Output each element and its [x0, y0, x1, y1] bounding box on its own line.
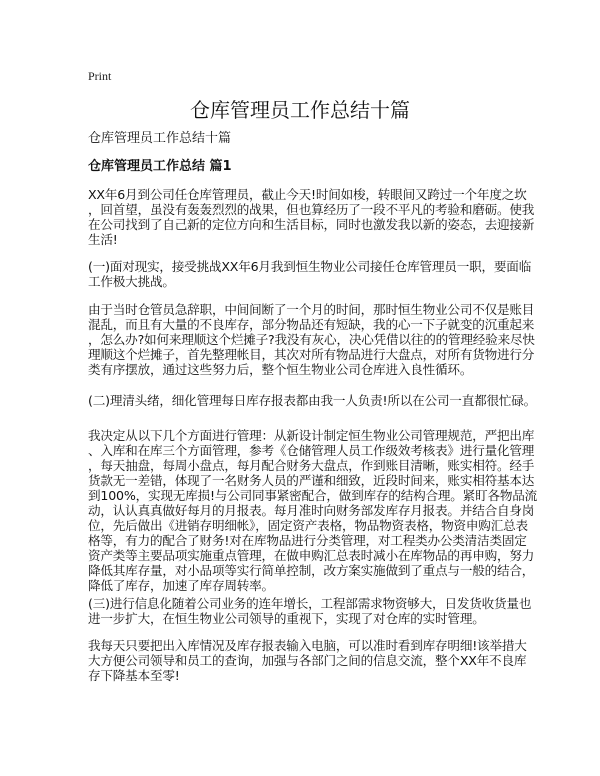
paragraph-line: (三)进行信息化随着公司业务的连年增长，工程部需求物资够大，日发货收货量也	[88, 596, 532, 611]
paragraph-line: 、入库和在库三个方面管理，参考《仓储管理人员工作级效考核表》进行量化管理	[88, 443, 535, 458]
paragraph-line: 生活!	[88, 232, 118, 247]
print-link[interactable]: Print	[88, 69, 112, 83]
paragraph-line: 大方便公司领导和员工的查询，加强与各部门之间的信息交流，整个XX年不良库	[88, 653, 527, 668]
paragraph	[88, 638, 528, 683]
paragraph-line: 工作极大挑战。	[88, 274, 175, 289]
paragraph-line: 由于当时仓管员急辞职，中间间断了一个月的时间，那时恒生物业公司不仅是账目	[88, 302, 535, 317]
paragraph-line: 进一步扩大，在恒生物业公司领导的重视下，实现了对仓库的实时管理。	[88, 611, 485, 626]
paragraph-line: XX年6月到公司任仓库管理员，截止今天!时间如梭，转眼间又跨过一个年度之坎	[88, 187, 527, 202]
paragraph-line: ，怎么办?如何来理顺这个烂摊子?我没有灰心，决心凭借以往的的管理经验来尽快	[88, 332, 535, 347]
paragraph-line: 我每天只要把出入库情况及库存报表输入电脑，可以准时看到库存明细!该举措大	[88, 638, 527, 653]
paragraph	[88, 393, 537, 408]
paragraph-line: 我决定从以下几个方面进行管理：从新设计制定恒生物业公司管理规范，严把出库	[88, 428, 535, 443]
paragraph	[88, 187, 535, 247]
document-subtitle: 仓库管理员工作总结十篇	[88, 131, 232, 146]
paragraph-line: 在公司找到了自己新的定位方向和生活目标，同时也激发我以新的姿态，去迎接新	[88, 217, 535, 232]
paragraph-line: ，回首望，虽没有轰轰烈烈的战果，但也算经历了一段不平凡的考验和磨砺。使我	[88, 202, 535, 217]
paragraph-line: 降低其库存量，对小品项等实行简单控制，改方案实施做到了重点与一般的结合，	[88, 563, 535, 578]
paragraph-line: 位，先后做出《进销存明细帐》，固定资产表格，物品物资表格，物资申购汇总表	[88, 518, 528, 533]
paragraph-line: 降低了库存，加速了库存周转率。	[88, 578, 274, 593]
paragraph-line: 混乱，而且有大量的不良库存，部分物品还有短缺，我的心一下子就变的沉重起来	[88, 317, 535, 332]
paragraph-line: 理顺这个烂摊子，首先整理帐目，其次对所有物品进行大盘点，对所有货物进行分	[88, 347, 535, 362]
paragraph-line: 资产类等主要品项实施重点管理，在做申购汇总表时减小在库物品的再申购，努力	[88, 548, 535, 563]
page-title: 仓库管理员工作总结十篇	[190, 98, 410, 122]
paragraph-line: 货款无一差错，体现了一名财务人员的严谨和细致，近段时间来，账实相符基本达	[88, 473, 535, 488]
paragraph	[88, 596, 532, 626]
paragraph-line: 存下降基本至零!	[88, 668, 180, 683]
paragraph	[88, 259, 532, 289]
paragraph	[88, 428, 538, 593]
section-heading: 仓库管理员工作总结 篇1	[88, 159, 232, 174]
paragraph-line: 动，认认真真做好每月的月报表。每月准时向财务部发库存月报表。并结合自身岗	[88, 503, 535, 518]
paragraph-line: (一)面对现实，接受挑战XX年6月我到恒生物业公司接任仓库管理员一职，要面临	[88, 259, 532, 274]
paragraph-line: 类有序摆放，通过这些努力后，整个恒生物业公司仓库进入良性循环。	[88, 362, 473, 377]
paragraph-line: 格等，有力的配合了财务!对在库物品进行分类管理，对工程类办公类清洁类固定	[88, 533, 527, 548]
paragraph-line: ，每天抽盘，每周小盘点，每月配合财务大盘点，作到账目清晰，账实相符。经手	[88, 458, 535, 473]
paragraph	[88, 302, 535, 377]
paragraph-line: (二)理清头绪，细化管理每日库存报表都由我一人负责!所以在公司一直都很忙碌。	[88, 393, 537, 408]
paragraph-line: 到100%，实现无库损!与公司同事紧密配合，做到库存的结构合理。紧盯各物品流	[88, 488, 538, 503]
